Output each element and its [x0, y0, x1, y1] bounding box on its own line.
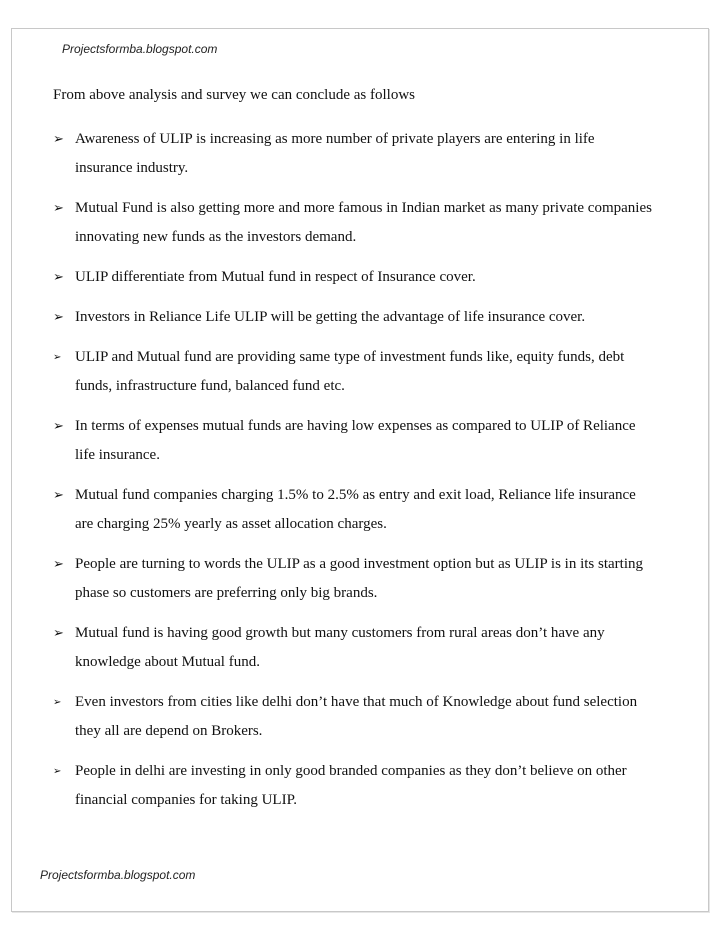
arrow-bullet-icon: ➢	[53, 626, 64, 641]
list-item-text: People are turning to words the ULIP as a good investment option but as ULIP is in its starting phase so customers are preferring only big brands.	[75, 556, 643, 601]
list-item-text: People in delhi are investing in only good branded companies as they don’t believe on other financial companies for taking ULIP.	[75, 763, 627, 808]
arrow-bullet-icon: ➢	[53, 766, 62, 777]
list-item-text: ULIP and Mutual fund are providing same type of investment funds like, equity funds, debt funds, infrastructure fund, balanced fund etc.	[75, 349, 625, 394]
conclusion-list	[52, 125, 652, 826]
list-item-text: Investors in Reliance Life ULIP will be getting the advantage of life insurance cover.	[75, 309, 586, 325]
list-item	[52, 619, 652, 677]
page-header: Projectsformba.blogspot.com	[62, 42, 218, 56]
list-item	[52, 757, 652, 815]
page-footer: Projectsformba.blogspot.com	[40, 868, 196, 882]
arrow-bullet-icon: ➢	[53, 132, 64, 147]
list-item-text: Mutual fund is having good growth but many customers from rural areas don’t have any knowledge about Mutual fund.	[75, 625, 605, 670]
intro-paragraph: From above analysis and survey we can conclude as follows	[53, 87, 415, 103]
list-item-text: In terms of expenses mutual funds are having low expenses as compared to ULIP of Reliance life insurance.	[75, 418, 636, 463]
arrow-bullet-icon: ➢	[53, 557, 64, 572]
list-item	[52, 263, 652, 292]
list-item-text: Mutual Fund is also getting more and more famous in Indian market as many private companies innovating new funds as the investors demand.	[75, 200, 652, 245]
list-item-text: Mutual fund companies charging 1.5% to 2.5% as entry and exit load, Reliance life insurance are charging 25% yearly as asset allocation charges.	[75, 487, 636, 532]
list-item-text: Even investors from cities like delhi don’t have that much of Knowledge about fund selection they all are depend on Brokers.	[75, 694, 638, 739]
arrow-bullet-icon: ➢	[53, 488, 64, 503]
list-item	[52, 412, 652, 470]
list-item	[52, 194, 652, 252]
list-item	[52, 125, 652, 183]
list-item	[52, 343, 652, 401]
arrow-bullet-icon: ➢	[53, 697, 62, 708]
arrow-bullet-icon: ➢	[53, 352, 62, 363]
arrow-bullet-icon: ➢	[53, 201, 64, 216]
list-item	[52, 481, 652, 539]
list-item-text: Awareness of ULIP is increasing as more number of private players are entering in life insurance industry.	[75, 131, 595, 176]
list-item	[52, 303, 652, 332]
list-item-text: ULIP differentiate from Mutual fund in respect of Insurance cover.	[75, 269, 476, 285]
list-item	[52, 550, 652, 608]
list-item	[52, 688, 652, 746]
arrow-bullet-icon: ➢	[53, 310, 64, 325]
arrow-bullet-icon: ➢	[53, 270, 64, 285]
arrow-bullet-icon: ➢	[53, 419, 64, 434]
